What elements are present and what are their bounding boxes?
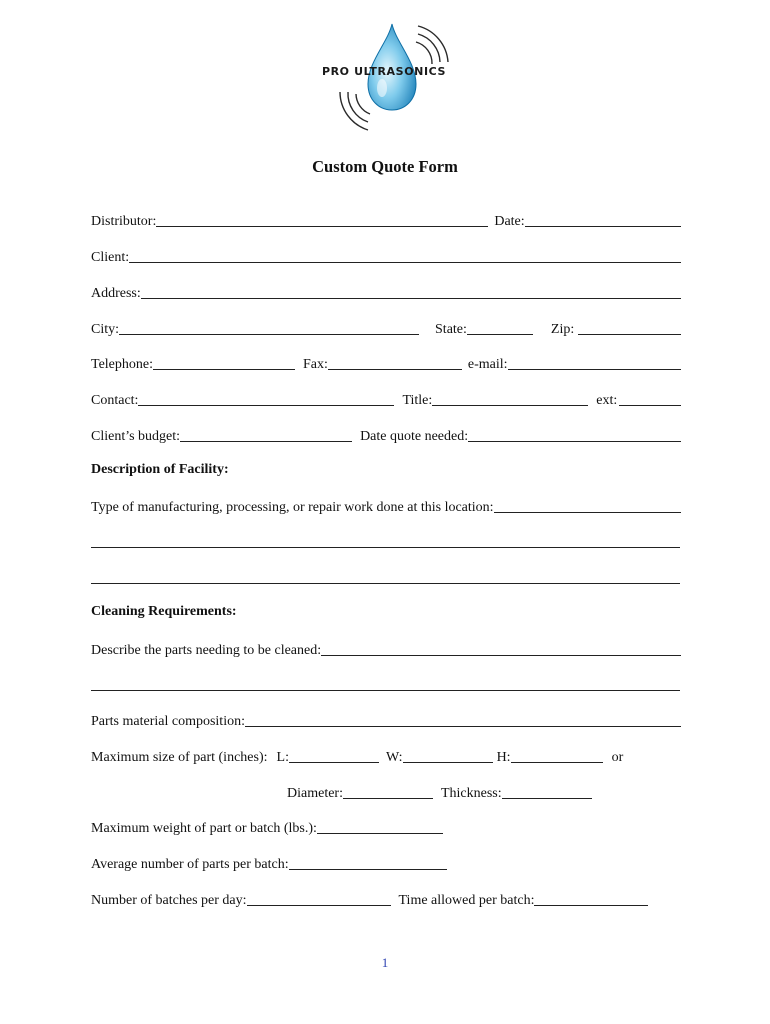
- fax-label: Fax:: [303, 357, 328, 372]
- email-label: e-mail:: [467, 357, 508, 372]
- ext-field[interactable]: [619, 404, 681, 406]
- thickness-label: Thickness:: [440, 786, 502, 801]
- telephone-row: [91, 353, 681, 373]
- max-weight-field[interactable]: [317, 832, 443, 834]
- address-row: [91, 282, 681, 302]
- date-needed-label: Date quote needed:: [360, 429, 469, 444]
- max-size-label: Maximum size of part (inches):: [91, 750, 268, 765]
- date-label: Date:: [494, 214, 525, 229]
- client-label: Client:: [91, 250, 130, 265]
- ext-label: ext:: [596, 393, 618, 408]
- budget-row: [91, 425, 681, 445]
- diameter-field[interactable]: [343, 797, 433, 799]
- batches-per-day-field[interactable]: [247, 904, 391, 906]
- material-label: Parts material composition:: [91, 714, 245, 729]
- avg-parts-field[interactable]: [289, 868, 447, 870]
- time-per-batch-label: Time allowed per batch:: [398, 893, 535, 908]
- work-type-line-3[interactable]: [91, 583, 680, 584]
- width-field[interactable]: [403, 761, 493, 763]
- contact-title-label: Title:: [402, 393, 433, 408]
- avg-parts-label: Average number of parts per batch:: [91, 857, 289, 872]
- zip-label: Zip:: [550, 322, 575, 337]
- material-row: [91, 710, 681, 730]
- budget-label: Client’s budget:: [91, 429, 181, 444]
- date-needed-field[interactable]: [468, 440, 681, 442]
- city-row: [91, 318, 681, 338]
- work-type-row: [91, 496, 681, 516]
- budget-field[interactable]: [180, 440, 352, 442]
- or-label: or: [611, 750, 624, 765]
- facility-section-heading: Description of Facility:: [91, 462, 229, 477]
- diameter-label: Diameter:: [287, 786, 343, 801]
- telephone-field[interactable]: [153, 368, 295, 370]
- address-field[interactable]: [141, 297, 681, 299]
- contact-field[interactable]: [138, 404, 394, 406]
- material-field[interactable]: [245, 725, 681, 727]
- distributor-field[interactable]: [156, 225, 488, 227]
- max-weight-row: [91, 817, 681, 837]
- parts-description-line-2[interactable]: [91, 690, 680, 691]
- client-field[interactable]: [129, 261, 681, 263]
- height-field[interactable]: [511, 761, 603, 763]
- date-field[interactable]: [525, 225, 681, 227]
- state-label: State:: [435, 322, 467, 337]
- city-label: City:: [91, 322, 120, 337]
- batches-row: [91, 889, 681, 909]
- state-field[interactable]: [467, 333, 533, 335]
- fax-field[interactable]: [328, 368, 462, 370]
- form-title: Custom Quote Form: [312, 157, 458, 176]
- parts-description-row: [91, 639, 681, 659]
- client-row: [91, 246, 681, 266]
- max-size-row: [91, 746, 681, 766]
- length-field[interactable]: [289, 761, 379, 763]
- distributor-label: Distributor:: [91, 214, 157, 229]
- brand-name: PRO ULTRASONICS: [321, 65, 447, 78]
- work-type-label: Type of manufacturing, processing, or repair work done at this location:: [91, 500, 494, 515]
- height-label: H:: [496, 750, 511, 765]
- address-label: Address:: [91, 286, 141, 301]
- width-label: W:: [385, 750, 403, 765]
- contact-title-field[interactable]: [432, 404, 588, 406]
- work-type-line-2[interactable]: [91, 547, 680, 548]
- avg-parts-row: [91, 853, 681, 873]
- time-per-batch-field[interactable]: [534, 904, 648, 906]
- contact-row: [91, 389, 681, 409]
- parts-description-label: Describe the parts needing to be cleaned:: [91, 643, 322, 658]
- max-weight-label: Maximum weight of part or batch (lbs.):: [91, 821, 317, 836]
- thickness-field[interactable]: [502, 797, 592, 799]
- parts-description-field[interactable]: [321, 654, 681, 656]
- pro-ultrasonics-logo: [318, 22, 458, 134]
- water-drop-ultrasonic-waves-icon: [318, 22, 458, 134]
- telephone-label: Telephone:: [91, 357, 153, 372]
- work-type-field[interactable]: [494, 511, 681, 513]
- page-number: 1: [381, 955, 389, 970]
- length-label: L:: [276, 750, 289, 765]
- contact-label: Contact:: [91, 393, 139, 408]
- email-field[interactable]: [508, 368, 681, 370]
- distributor-row: [91, 210, 681, 230]
- zip-field[interactable]: [578, 333, 681, 335]
- batches-per-day-label: Number of batches per day:: [91, 893, 247, 908]
- city-field[interactable]: [119, 333, 419, 335]
- diameter-row: [287, 782, 617, 802]
- cleaning-section-heading: Cleaning Requirements:: [91, 604, 237, 619]
